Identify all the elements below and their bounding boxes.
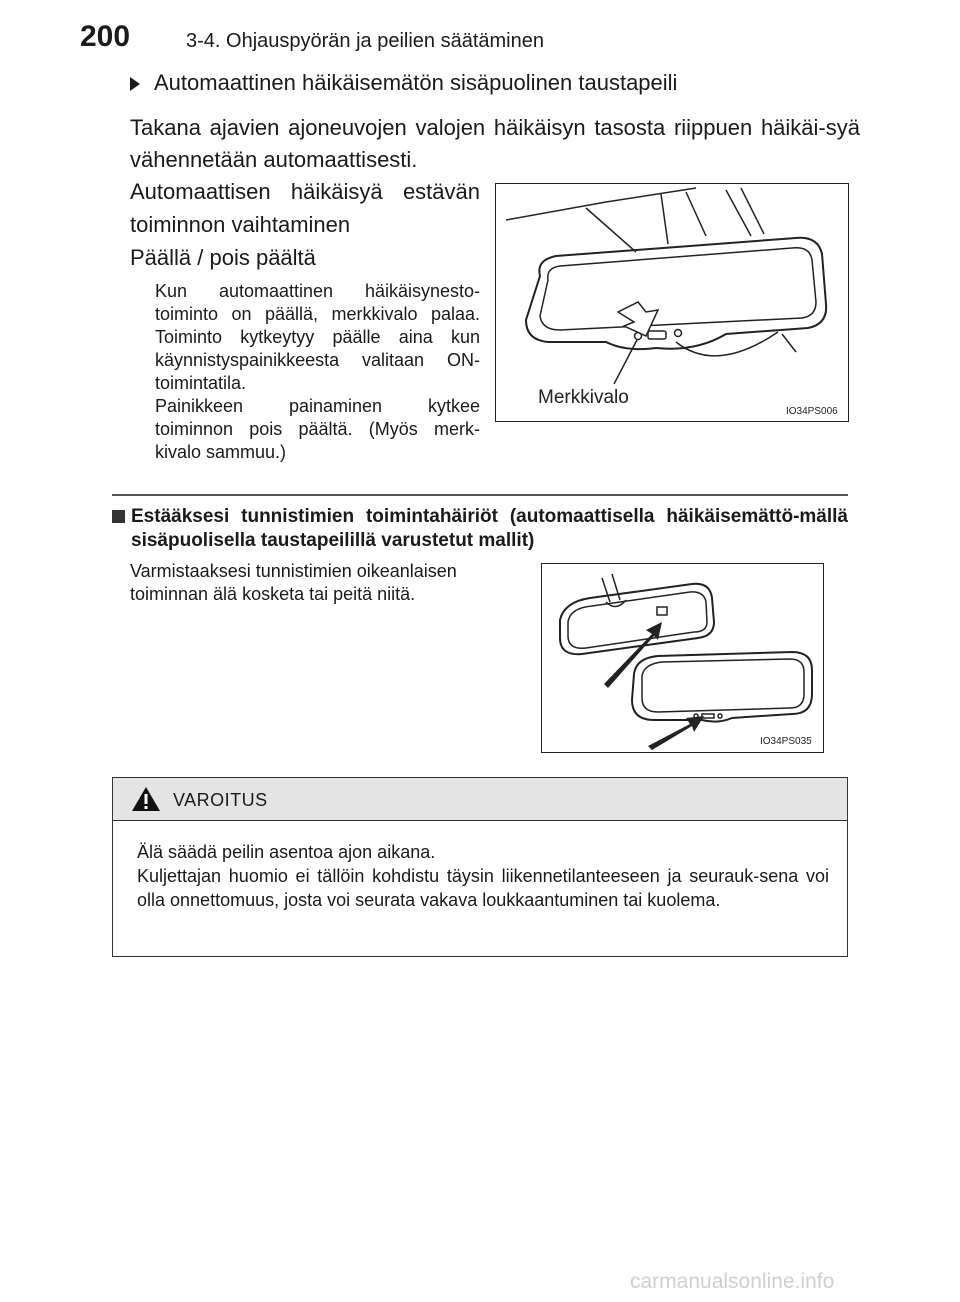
figure-mirror-sensors: [541, 563, 824, 753]
description-paragraph-2: Painikkeen painaminen kytkee toiminnon pois päältä. (Myös merk-kivalo sammuu.): [155, 396, 480, 462]
note-heading-text: Estääksesi tunnistimien toimintahäiriöt (automaattisella häikäisemättö-mällä sisäpuolisella taustapeilillä varustetut mallit): [131, 506, 848, 551]
warning-header: [113, 778, 847, 821]
warning-triangle-icon: [131, 786, 161, 812]
note-heading: [112, 505, 848, 553]
section-title: 3-4. Ohjauspyörän ja peilien säätäminen: [186, 30, 544, 52]
option-label: Päällä / pois päältä: [130, 245, 316, 270]
page-number: 200: [80, 20, 131, 53]
bullet-heading-text: Automaattinen häikäisemätön sisäpuolinen taustapeili: [154, 70, 678, 95]
figure1-code: IO34PS006: [786, 406, 838, 417]
indicator-label: Merkkivalo: [538, 387, 629, 408]
description-paragraph-1: Kun automaattinen häikäisynesto-toiminto on päällä, merkkivalo palaa. Toiminto kytkeytyy päälle aina kun käynnistyspainikkeesta valitaan ON-toimintatila.: [155, 281, 480, 393]
note-text: Varmistaaksesi tunnistimien oikeanlaisen toiminnan älä kosketa tai peitä niitä.: [130, 561, 457, 604]
watermark-text: carmanualsonline.info: [630, 1270, 835, 1293]
intro-paragraph: Takana ajavien ajoneuvojen valojen häikäisyn tasosta riippuen häikäi-syä vähennetään automaattisesti.: [130, 115, 860, 172]
square-bullet-icon: [112, 510, 125, 523]
warning-title: VAROITUS: [173, 790, 268, 810]
section-divider: [112, 494, 848, 496]
mirror-sensors-illustration: [542, 564, 823, 752]
warning-line-2: Kuljettajan huomio ei tällöin kohdistu täysin liikennetilanteeseen ja seurauk-sena voi olla onnettomuus, josta voi seurata vakava loukkaantuminen tai kuolema.: [137, 866, 829, 910]
figure2-code: IO34PS035: [760, 736, 812, 747]
sub-heading: Automaattisen häikäisyä estävän toiminnon vaihtaminen: [130, 179, 480, 237]
option-description: [155, 280, 480, 464]
triangle-bullet-icon: [130, 77, 140, 91]
warning-body: [137, 840, 829, 912]
warning-line-1: Älä säädä peilin asentoa ajon aikana.: [137, 842, 436, 862]
warning-box: [112, 777, 848, 957]
bullet-heading: [130, 70, 677, 96]
mirror-illustration: [496, 184, 848, 421]
figure-mirror-indicator: [495, 183, 849, 422]
